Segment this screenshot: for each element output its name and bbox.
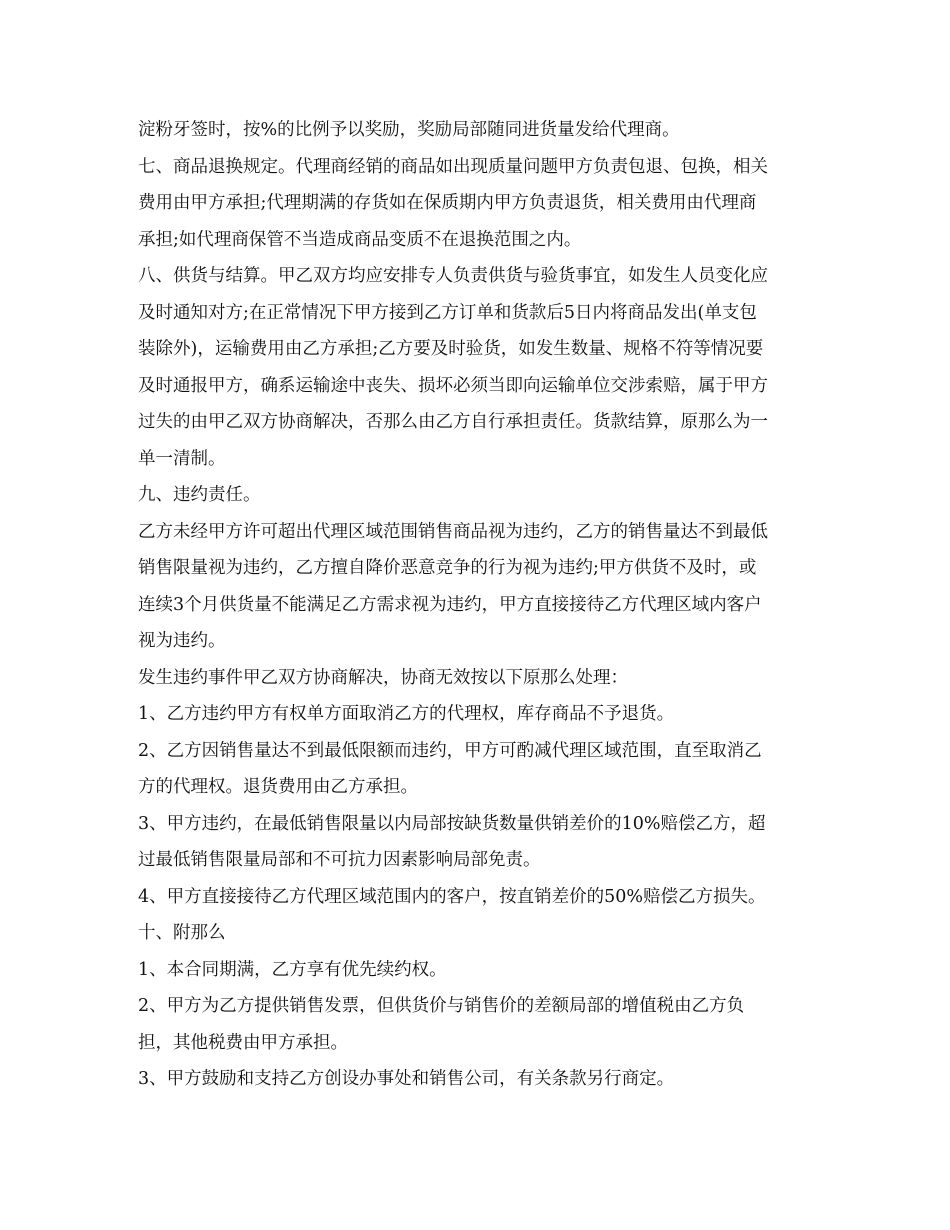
text-line: 1、乙方违约甲方有权单方面取消乙方的代理权，库存商品不予退货。 bbox=[138, 704, 675, 724]
text-line: 2、乙方因销售量达不到最低限额而违约，甲方可酌减代理区域范围，直至取消乙 bbox=[138, 740, 762, 761]
text-line: 连续3个月供货量不能满足乙方需求视为违约，甲方直接接待乙方代理区域内客户 bbox=[138, 594, 762, 615]
text-line: 乙方未经甲方许可超出代理区域范围销售商品视为违约，乙方的销售量达不到最低 bbox=[138, 521, 768, 542]
text-line: 2、甲方为乙方提供销售发票，但供货价与销售价的差额局部的增值税由乙方负 bbox=[138, 996, 745, 1016]
text-line: 淀粉牙签时，按%的比例予以奖励，奖励局部随同进货量发给代理商。 bbox=[138, 120, 680, 140]
text-line: 及时通报甲方，确系运输途中丧失、损坏必须当即向运输单位交涉索赔，属于甲方 bbox=[138, 375, 768, 396]
text-line: 担，其他税费由甲方承担。 bbox=[138, 1032, 348, 1053]
text-line: 单一清制。 bbox=[138, 448, 226, 469]
text-line: 方的代理权。退货费用由乙方承担。 bbox=[138, 777, 418, 797]
text-line: 3、甲方鼓励和支持乙方创设办事处和销售公司，有关条款另行商定。 bbox=[138, 1069, 675, 1089]
text-line: 1、本合同期满，乙方享有优先续约权。 bbox=[138, 959, 447, 980]
text-line: 过最低销售限量局部和不可抗力因素影响局部免责。 bbox=[138, 850, 541, 870]
text-line: 承担;如代理商保管不当造成商品变质不在退换范围之内。 bbox=[138, 229, 582, 250]
text-line: 十、附那么 bbox=[138, 923, 226, 943]
document-body bbox=[138, 112, 810, 1098]
text-line: 九、违约责任。 bbox=[138, 485, 261, 505]
text-line: 费用由甲方承担;代理期满的存货如在保质期内甲方负责退货，相关费用由代理商 bbox=[138, 193, 757, 213]
text-line: 及时通知对方;在正常情况下甲方接到乙方订单和货款后5日内将商品发出(单支包 bbox=[138, 302, 757, 323]
text-line: 3、甲方违约，在最低销售限量以内局部按缺货数量供销差价的10%赔偿乙方，超 bbox=[138, 813, 766, 834]
text-line: 八、供货与结算。甲乙双方均应安排专人负责供货与验货事宜，如发生人员变化应 bbox=[138, 266, 768, 286]
text-line: 装除外)，运输费用由乙方承担;乙方要及时验货，如发生数量、规格不符等情况要 bbox=[138, 339, 764, 359]
text-line: 销售限量视为违约，乙方擅自降价恶意竞争的行为视为违约;甲方供货不及时，或 bbox=[138, 558, 757, 578]
text-line: 发生违约事件甲乙双方协商解决，协商无效按以下原那么处理： bbox=[138, 667, 628, 688]
text-line: 视为违约。 bbox=[138, 631, 226, 651]
text-line: 七、商品退换规定。代理商经销的商品如出现质量问题甲方负责包退、包换，相关 bbox=[138, 156, 768, 177]
text-line: 过失的由甲乙双方协商解决，否那么由乙方自行承担责任。货款结算，原那么为一 bbox=[138, 412, 768, 432]
text-line: 4、甲方直接接待乙方代理区域范围内的客户，按直销差价的50%赔偿乙方损失。 bbox=[138, 886, 766, 907]
